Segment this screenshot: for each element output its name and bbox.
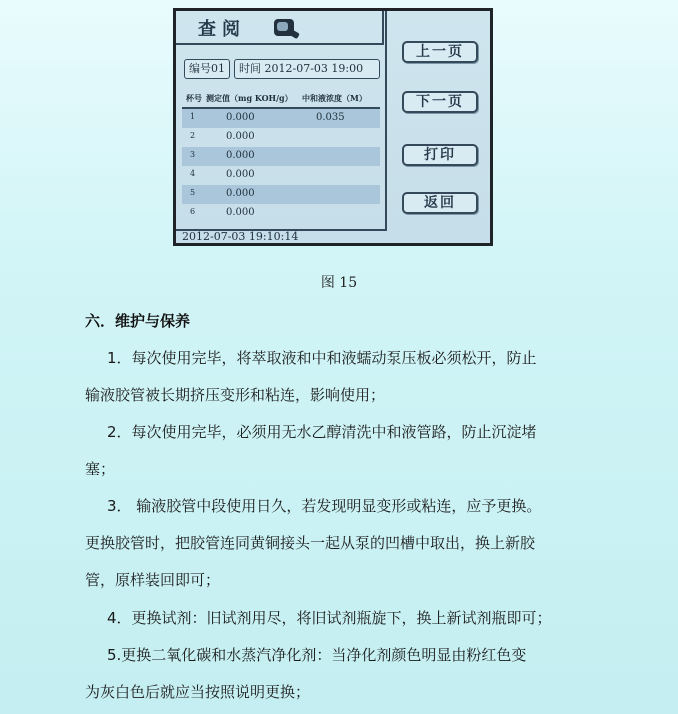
divider-vertical: [385, 11, 387, 229]
paragraph-line: 更换胶管时，把胶管连同黄铜接头一起从泵的凹槽中取出，换上新胶: [85, 534, 536, 552]
paragraph-line: 2．每次使用完毕，必须用无水乙醇清洗中和液管路，防止沉淀堵: [107, 423, 537, 441]
table-row: [182, 128, 380, 147]
status-timestamp: 2012-07-03 19:10:14: [182, 230, 299, 243]
device-display: [176, 11, 490, 243]
paragraph-line: 塞；: [85, 460, 116, 478]
paragraph-line: 5.更换二氧化碳和水蒸汽净化剂：当净化剂颜色明显由粉红色变: [107, 646, 527, 664]
print-button[interactable]: 打印: [402, 144, 478, 166]
neutralizer-conc: 0.035: [316, 112, 345, 123]
results-table-header: [182, 89, 380, 109]
cup-no: 6: [190, 207, 196, 216]
paragraph-line: 4．更换试剂：旧试剂用尽，将旧试剂瓶旋下，换上新试剂瓶即可；: [107, 609, 552, 627]
table-row: [182, 109, 380, 128]
cup-no: 5: [190, 188, 196, 197]
paragraph-5: [85, 637, 605, 711]
cup-no: 1: [190, 112, 196, 121]
measured-value: 0.000: [226, 207, 255, 218]
header-measured-value: 测定值（mg KOH/g）: [206, 93, 293, 103]
paragraph-4: [85, 600, 605, 637]
table-row: [182, 204, 380, 223]
measured-value: 0.000: [226, 131, 255, 142]
record-number-field: 编号01: [184, 59, 230, 79]
paragraph-line: 1．每次使用完毕，将萃取液和中和液蠕动泵压板必须松开，防止: [107, 349, 537, 367]
paragraph-1: [85, 340, 605, 414]
measured-value: 0.000: [226, 169, 255, 180]
cup-no: 3: [190, 150, 196, 159]
figure-caption: 图 15: [320, 275, 358, 291]
next-page-button[interactable]: 下一页: [402, 91, 478, 113]
header-neutralizer-conc: 中和液浓度（M）: [302, 93, 367, 103]
table-row: [182, 147, 380, 166]
paragraph-line: 为灰白色后就应当按照说明更换；: [85, 683, 311, 701]
measured-value: 0.000: [226, 188, 255, 199]
record-time-field: 时间 2012-07-03 19:00: [234, 59, 380, 79]
paragraph-line: 管，原样装回即可；: [85, 571, 221, 589]
header-cup-no: 杯号: [186, 93, 202, 103]
paragraph-2: [85, 414, 605, 488]
results-table: [182, 89, 380, 223]
paragraph-3: [85, 488, 605, 599]
measured-value: 0.000: [226, 112, 255, 123]
cup-no: 2: [190, 131, 196, 140]
figure-15-device-screen: [173, 8, 493, 246]
device-title: 查阅: [198, 19, 246, 40]
section-title: 六．维护与保养: [85, 312, 191, 330]
paragraph-line: 输液胶管被长期挤压变形和粘连，影响使用；: [85, 386, 386, 404]
table-row: [182, 166, 380, 185]
magnifier-icon: [271, 16, 301, 40]
table-row: [182, 185, 380, 204]
prev-page-button[interactable]: 上一页: [402, 41, 478, 63]
cup-no: 4: [190, 169, 196, 178]
measured-value: 0.000: [226, 150, 255, 161]
back-button[interactable]: 返回: [402, 192, 478, 214]
device-title-tab: [176, 11, 384, 45]
paragraph-line: 3． 输液胶管中段使用日久，若发现明显变形或粘连，应予更换。: [107, 497, 542, 515]
